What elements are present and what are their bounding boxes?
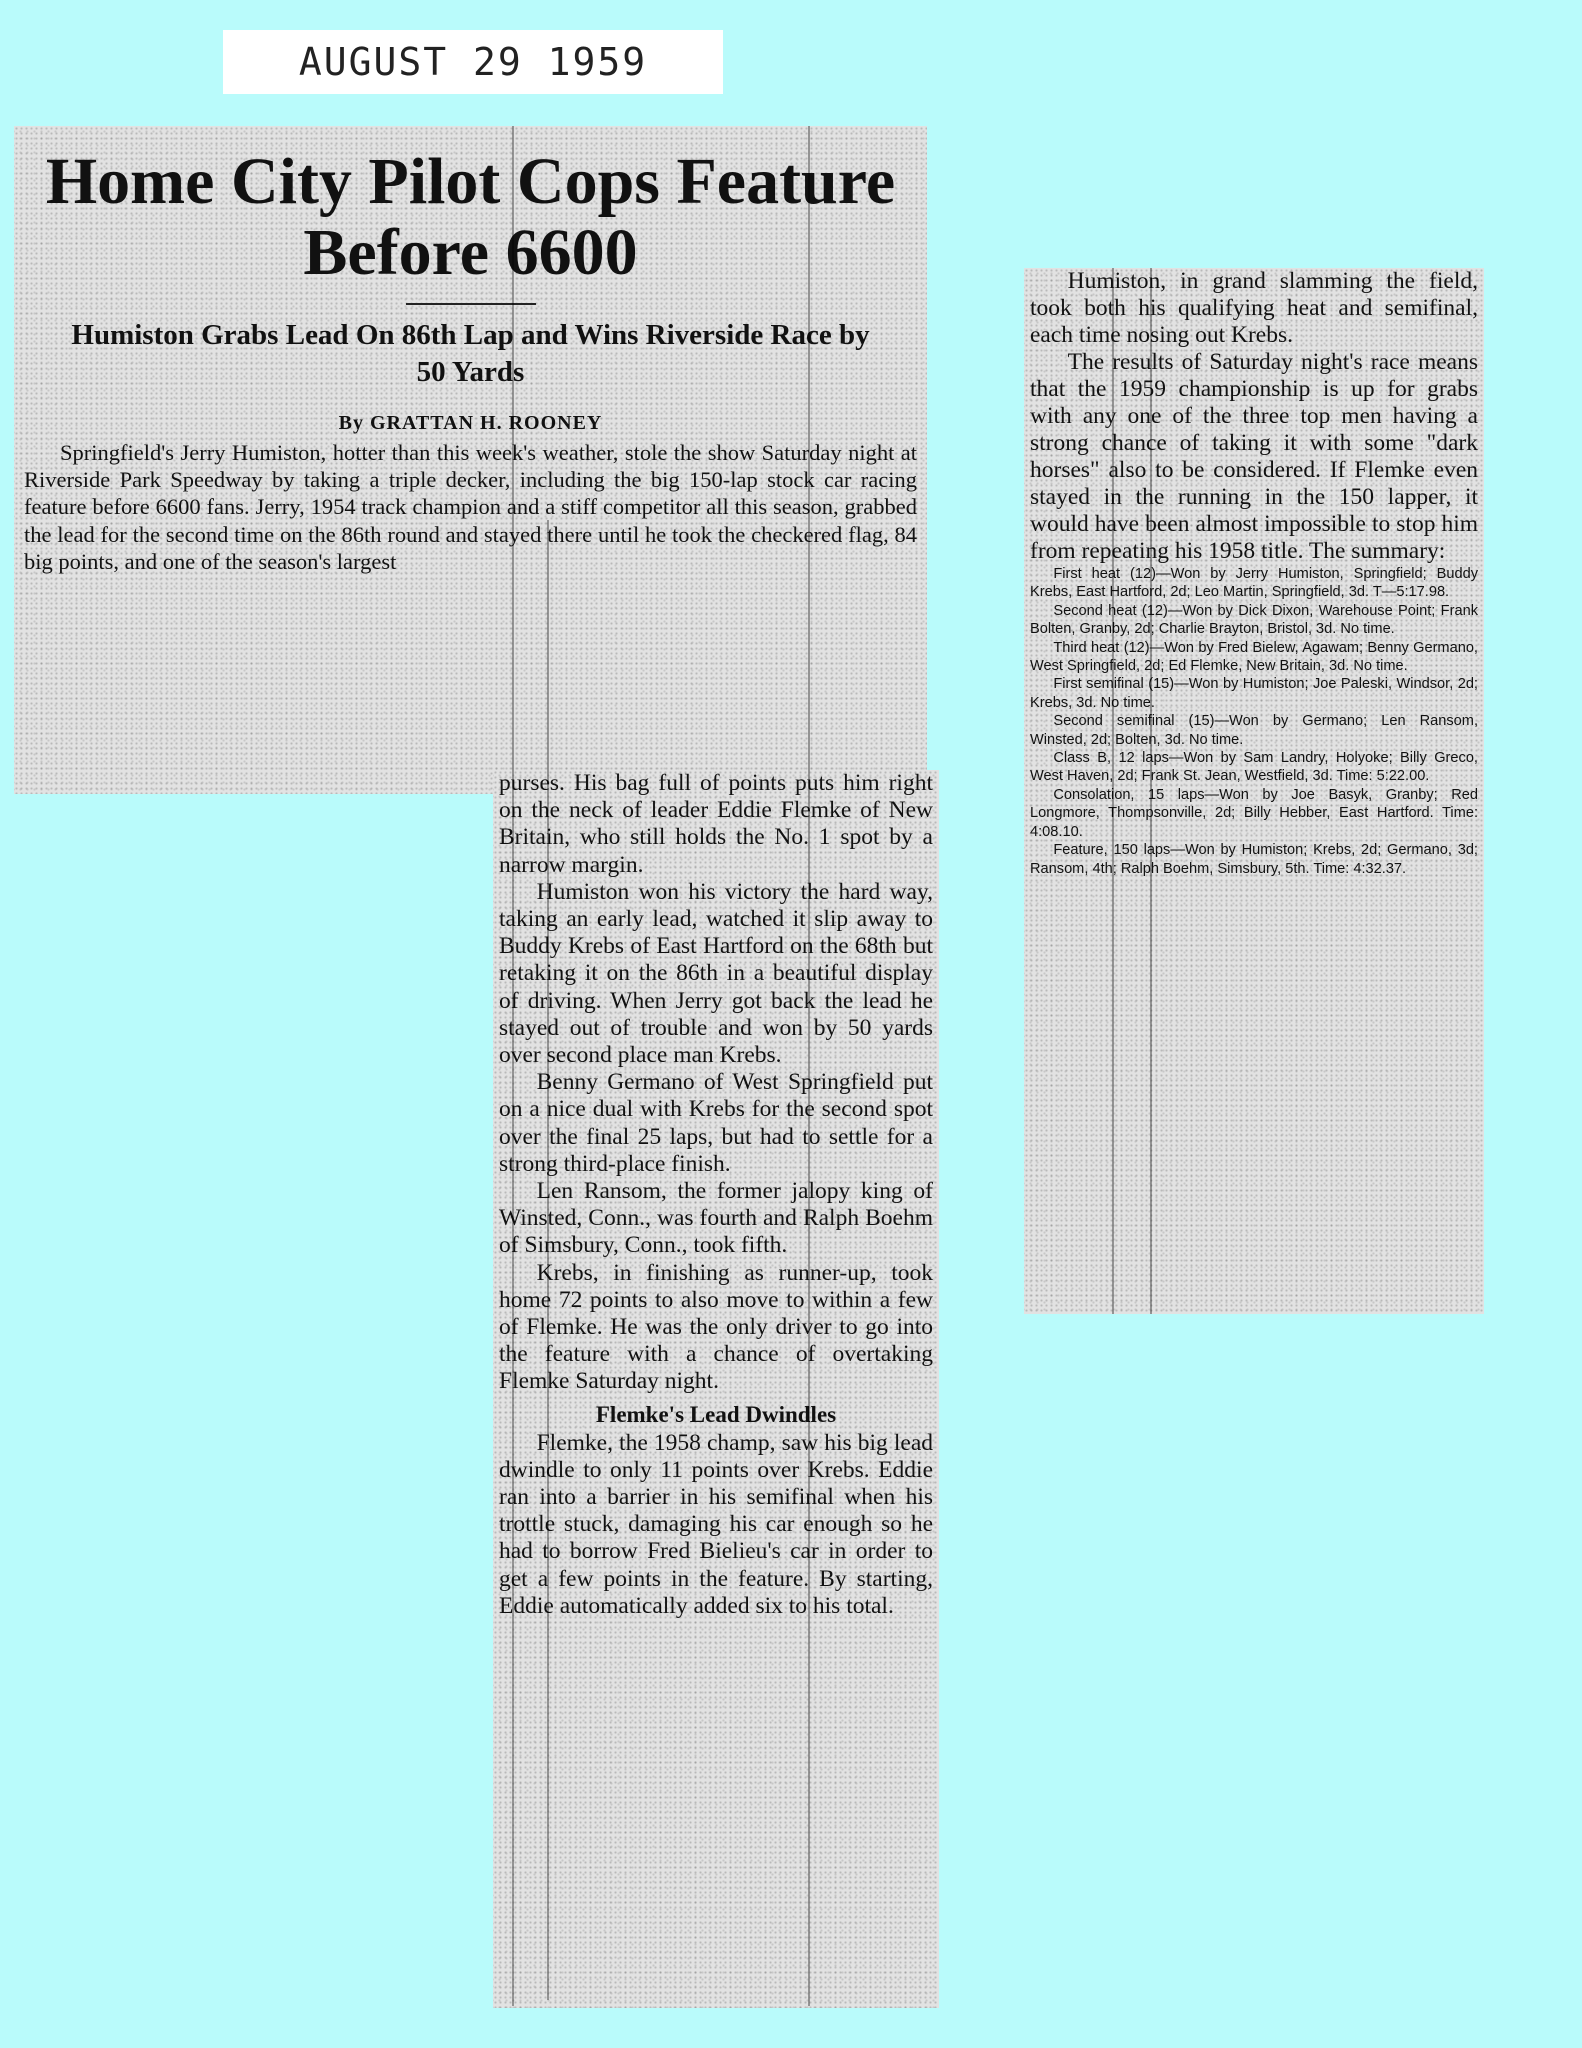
column-paragraph: Benny Germano of West Springfield put on a nice dual with Krebs for the second spot over the final 25 laps, but had to settle for a strong third-place finish. <box>499 1069 933 1177</box>
headline-rule <box>406 303 536 305</box>
column-paragraph: Krebs, in finishing as runner-up, took home 72 points to also move to within a few of Flemke. He was the only driver to go into the feature with a chance of overtaking Flemke Saturday night. <box>499 1259 933 1395</box>
race-summary <box>1024 565 1484 878</box>
summary-item: First heat (12)—Won by Jerry Humiston, Springfield; Buddy Krebs, East Hartford, 2d; Leo Martin, Springfield, 3d. T—5:17.98. <box>1030 566 1478 601</box>
summary-item: First semifinal (15)—Won by Humiston; Joe Paleski, Windsor, 2d; Krebs, 3d. No time. <box>1030 676 1478 711</box>
photocopy-streak <box>547 520 549 2000</box>
byline: By GRATTAN H. ROONEY <box>338 411 603 434</box>
right-paragraph: The results of Saturday night's race means that the 1959 championship is up for grabs with any one of the three top men having a strong chance of taking it with some "dark horses" also to be considered. If Flemke even stayed in the running in the 150 lapper, it would have been almost impossible to stop him from repeating his 1958 title. The summary: <box>1030 349 1478 564</box>
summary-item: Feature, 150 laps—Won by Humiston; Krebs, 2d; Germano, 3d; Ransom, 4th; Ralph Boehm, Simsbury, 5th. Time: 4:32.37. <box>1030 842 1478 877</box>
section-paragraph: Flemke, the 1958 champ, saw his big lead dwindle to only 11 points over Krebs. Eddie ran into a barrier in his semifinal when his trottle stuck, damaging his car enough so he had to borrow Fred Bielieu's car in order to get a few points in the feature. By starting, Eddie automatically added six to his total. <box>499 1429 933 1619</box>
right-paragraph: Humiston, in grand slamming the field, took both his qualifying heat and semifinal, each time nosing out Krebs. <box>1030 268 1478 348</box>
article-top-clipping <box>14 126 927 794</box>
lead-paragraph: Springfield's Jerry Humiston, hotter than this week's weather, stole the show Saturday night at Riverside Park Speedway by taking a triple decker, including the big 150-lap stock car racing feature before 6600 fans. Jerry, 1954 track champion and a stiff competitor all this season, grabbed the lead for the second time on the 86th round and stayed there until he took the checkered flag, 84 big points, and one of the season's largest <box>24 439 917 574</box>
article-right-clipping <box>1024 268 1484 1314</box>
photocopy-streak <box>512 126 514 2006</box>
summary-item: Second semifinal (15)—Won by Germano; Len Ransom, Winsted, 2d; Bolten, 3d. No time. <box>1030 713 1478 748</box>
column-paragraph: purses. His bag full of points puts him right on the neck of leader Eddie Flemke of New Britain, who still holds the No. 1 spot by a narrow margin. <box>499 770 933 878</box>
headline: Home City Pilot Cops Feature Before 6600 <box>45 145 896 290</box>
photocopy-streak <box>1112 268 1114 1314</box>
summary-item: Consolation, 15 laps—Won by Joe Basyk, Granby; Red Longmore, Thompsonville, 2d; Billy Hebber, East Hartford. Time: 4:08.10. <box>1030 786 1478 840</box>
summary-item: Second heat (12)—Won by Dick Dixon, Warehouse Point; Frank Bolten, Granby, 2d; Charlie Brayton, Bristol, 3d. No time. <box>1030 602 1478 638</box>
date-label: AUGUST 29 1959 <box>223 30 723 94</box>
subheadline: Humiston Grabs Lead On 86th Lap and Wins Riverside Race by 50 Yards <box>71 318 870 389</box>
summary-item: Class B, 12 laps—Won by Sam Landry, Holyoke; Billy Greco, West Haven, 2d; Frank St. Jean, Westfield, 3d. Time: 5:22.00. <box>1030 750 1478 785</box>
article-column-clipping <box>493 770 939 2008</box>
photocopy-streak <box>808 126 810 2006</box>
summary-item: Third heat (12)—Won by Fred Bielew, Agawam; Benny Germano, West Springfield, 2d; Ed Flemke, New Britain, 3d. No time. <box>1030 639 1478 675</box>
photocopy-streak <box>1150 268 1152 1314</box>
column-paragraph: Len Ransom, the former jalopy king of Winsted, Conn., was fourth and Ralph Boehm of Simsbury, Conn., took fifth. <box>499 1178 933 1259</box>
column-paragraph: Humiston won his victory the hard way, taking an early lead, watched it slip away to Buddy Krebs of East Hartford on the 68th but retaking it on the 86th in a beautiful display of driving. When Jerry got back the lead he stayed out of trouble and won by 50 yards over second place man Krebs. <box>499 878 933 1069</box>
section-subheading: Flemke's Lead Dwindles <box>595 1401 837 1427</box>
